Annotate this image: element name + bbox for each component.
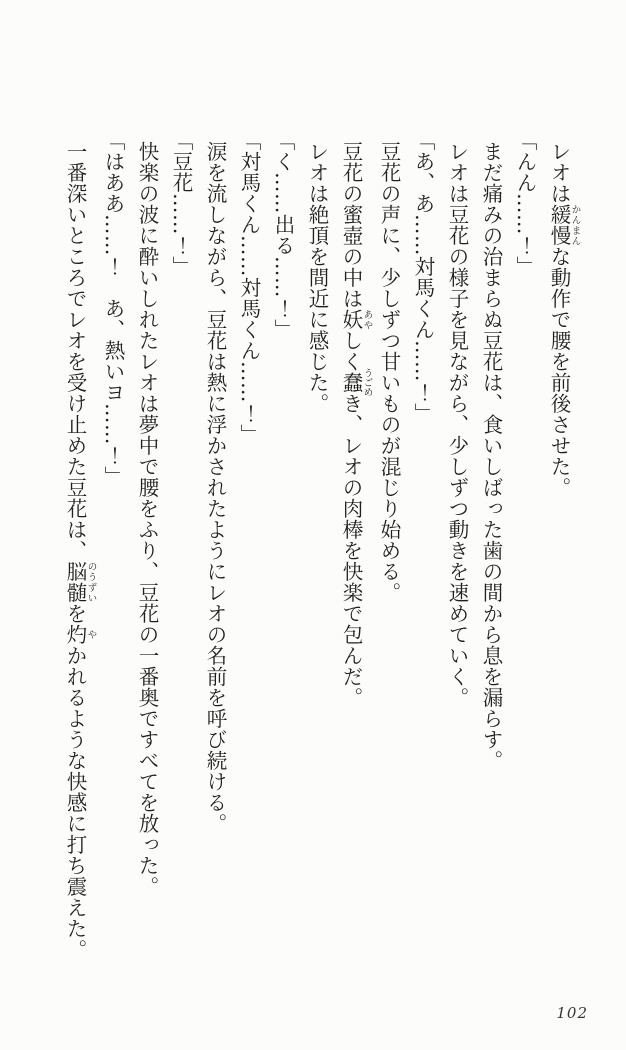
narrative-line: レオは豆花の様子を見ながら、少しずつ動きを速めていく。: [445, 141, 469, 709]
narrative-line: 豆花の声に、少しずつ甘いものが混じり始める。: [377, 141, 401, 604]
furigana: や: [85, 624, 97, 646]
narrative-line: 豆花の蜜壺の中は妖あやしく蠢うごめき、レオの肉棒を快楽で包んだ。: [339, 141, 373, 709]
page-number: 102: [556, 1004, 588, 1022]
dialogue-line: 「はああ……！ あ、熱いヨ……！」: [101, 130, 125, 487]
dialogue-line: 「く……出る……！」: [271, 130, 295, 340]
ruby-annotated-word: 脳髄のうずい: [63, 561, 97, 604]
furigana: あや: [361, 309, 373, 331]
narrative-line: 快楽の波に酔いしれたレオは夢中で腰をふり、豆花の一番奥ですべてを放った。: [135, 141, 159, 898]
furigana: うごめ: [361, 368, 373, 398]
furigana: のうずい: [85, 561, 97, 604]
narrative-line: 一番深いところでレオを受け止めた豆花は、脳髄のうずいを灼やかれるような快感に打ち震えた。: [63, 141, 97, 961]
dialogue-line: 「対馬くん……対馬くん……！」: [237, 130, 261, 445]
dialogue-line: 「豆花……！」: [169, 130, 193, 277]
narrative-line: 涙を流しながら、豆花は熱に浮かされたようにレオの名前を呼び続ける。: [203, 141, 227, 835]
narrative-line: レオは緩慢かんまんな動作で腰を前後させた。: [547, 141, 581, 499]
narrative-line: レオは絶頂を間近に感じた。: [305, 141, 329, 415]
narrative-line: まだ痛みの治まらぬ豆花は、食いしばった歯の間から息を漏らす。: [479, 141, 503, 772]
text-area: [54, 130, 580, 992]
ruby-annotated-word: 灼や: [63, 624, 97, 646]
furigana: かんまん: [569, 204, 581, 247]
ruby-annotated-word: 妖あや: [339, 309, 373, 331]
dialogue-line: 「あ、あ……対馬くん……！」: [411, 130, 435, 424]
dialogue-line: 「んん……！」: [513, 130, 537, 277]
ruby-annotated-word: 緩慢かんまん: [547, 204, 581, 247]
ruby-annotated-word: 蠢うごめ: [339, 368, 373, 398]
